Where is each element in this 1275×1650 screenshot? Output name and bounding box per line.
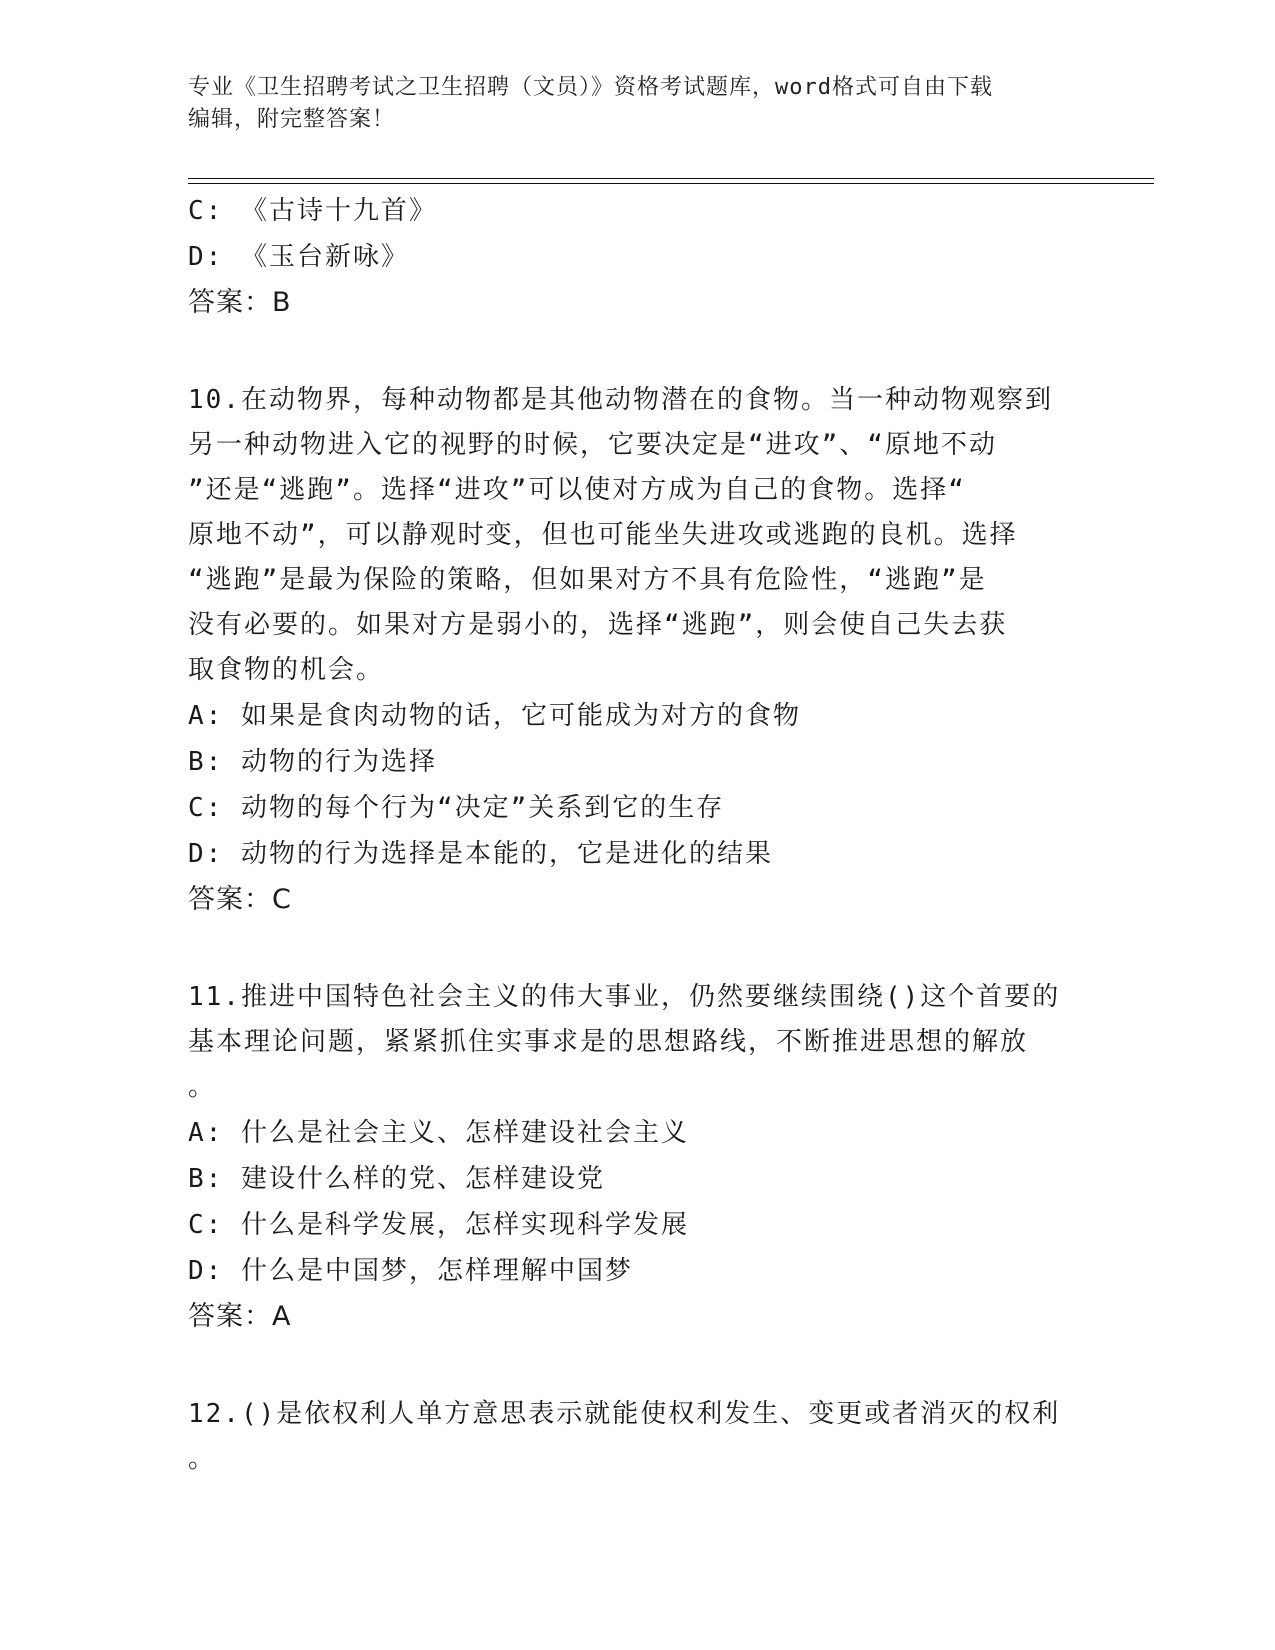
stem-line: 10.在动物界，每种动物都是其他动物潜在的食物。当一种动物观察到: [188, 385, 1053, 415]
question-10: [188, 378, 1088, 923]
header-rule-bottom: [188, 183, 1154, 184]
stem-line: “逃跑”是最为保险的策略，但如果对方不具有危险性，“逃跑”是: [188, 565, 987, 595]
question-stem: [188, 378, 1088, 693]
question-stem: [188, 975, 1088, 1110]
answer-line: 答案：C: [188, 884, 292, 915]
stem-line: 。: [188, 1072, 217, 1102]
option-b: B: 建设什么样的党、怎样建设党: [188, 1164, 605, 1194]
option-a: A: 如果是食肉动物的话，它可能成为对方的食物: [188, 701, 801, 731]
stem-line: 12.()是依权利人单方意思表示就能使权利发生、变更或者消灭的权利: [188, 1399, 1061, 1429]
stem-line: 原地不动”，可以静观时变，但也可能坐失进攻或逃跑的良机。选择: [188, 520, 1018, 550]
stem-line: 取食物的机会。: [188, 655, 385, 685]
option-a: A: 什么是社会主义、怎样建设社会主义: [188, 1118, 689, 1148]
stem-line: 基本理论问题，紧紧抓住实事求是的思想路线，不断推进思想的解放: [188, 1027, 1029, 1057]
answer-line: 答案：B: [188, 287, 292, 318]
option-c: C: 什么是科学发展，怎样实现科学发展: [188, 1210, 689, 1240]
header-line-2: 编辑，附完整答案！: [188, 107, 396, 132]
stem-line: 另一种动物进入它的视野的时候，它要决定是“进攻”、“原地不动: [188, 430, 997, 460]
document-body: [188, 188, 1088, 1482]
question-stem: [188, 1392, 1088, 1482]
question-12: [188, 1392, 1088, 1482]
option-d: D: 动物的行为选择是本能的，它是进化的结果: [188, 839, 773, 869]
option-d: D: 《玉台新咏》: [188, 242, 409, 272]
option-c: C: 《古诗十九首》: [188, 196, 437, 226]
question-9-tail: [188, 188, 1088, 326]
option-c: C: 动物的每个行为“决定”关系到它的生存: [188, 793, 725, 823]
answer-line: 答案：A: [188, 1301, 292, 1332]
option-d: D: 什么是中国梦，怎样理解中国梦: [188, 1256, 633, 1286]
option-b: B: 动物的行为选择: [188, 747, 437, 777]
document-header: [188, 72, 1088, 136]
header-line-1: 专业《卫生招聘考试之卫生招聘（文员）》资格考试题库，word格式可自由下载: [188, 75, 993, 100]
stem-line: 没有必要的。如果对方是弱小的，选择“逃跑”，则会使自己失去获: [188, 610, 1008, 640]
stem-line: ”还是“逃跑”。选择“进攻”可以使对方成为自己的食物。选择“: [188, 475, 966, 505]
header-rule-top: [188, 178, 1154, 179]
stem-line: 11.推进中国特色社会主义的伟大事业，仍然要继续围绕()这个首要的: [188, 982, 1061, 1012]
stem-line: 。: [188, 1444, 217, 1474]
question-11: [188, 975, 1088, 1340]
